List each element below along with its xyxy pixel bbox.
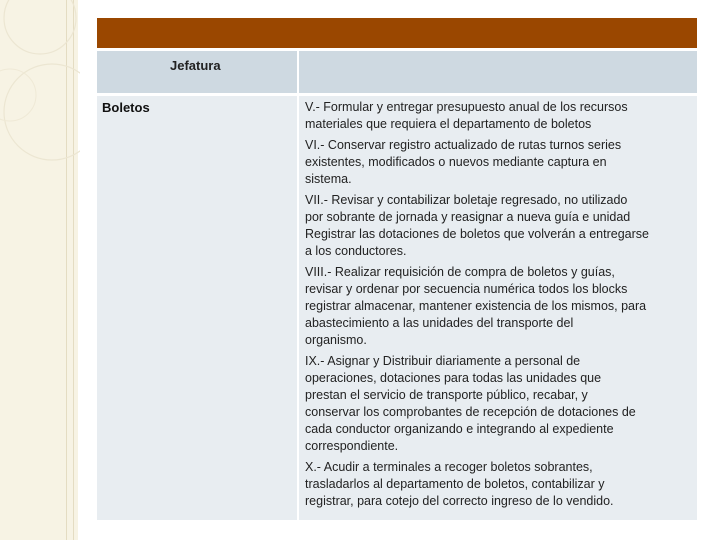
duty-item: X.- Acudir a terminales a recoger boletos sobrantes, trasladarlos al departamento de boletos, contabilizar y registrar, para cotejo del correcto ingreso de lo vendido.: [305, 460, 614, 508]
header-label-jefatura: Jefatura: [170, 58, 221, 73]
row-label-boletos: Boletos: [102, 100, 150, 115]
duties-cell: [299, 96, 697, 520]
header-cell-jefatura: [97, 51, 297, 93]
duty-item: VI.- Conservar registro actualizado de rutas turnos series existentes, modificados o nuevos mediante captura en sistema.: [305, 138, 622, 186]
header-cell-empty: [299, 51, 697, 93]
row-label-cell: [97, 96, 297, 520]
table-row: [97, 96, 697, 520]
table-header-row: [97, 51, 697, 93]
duty-item: VIII.- Realizar requisición de compra de boletos y guías, revisar y ordenar por secuencia numérica todos los blocks registrar almacenar, mantener existencia de los mismos, para abastecimiento a las unidades del transporte del organismo.: [305, 265, 647, 347]
duties-table: [97, 18, 697, 520]
decorative-circles: [0, 0, 80, 200]
table-header-bar: [97, 18, 697, 48]
duty-item: VII.- Revisar y contabilizar boletaje regresado, no utilizado por sobrante de jornada y reasignar a nueva guía e unidad Registrar las dotaciones de boletos que volverán a entregarse a los conductores.: [305, 193, 649, 258]
duty-item: IX.- Asignar y Distribuir diariamente a personal de operaciones, dotaciones para todas las unidades que prestan el servicio de transporte público, recabar, y conservar los comprobantes de recepción de dotaciones de cada conductor organizando e integrando al expediente correspondiente.: [305, 354, 636, 453]
duty-item: V.- Formular y entregar presupuesto anual de los recursos materiales que requiera el departamento de boletos: [305, 100, 628, 131]
